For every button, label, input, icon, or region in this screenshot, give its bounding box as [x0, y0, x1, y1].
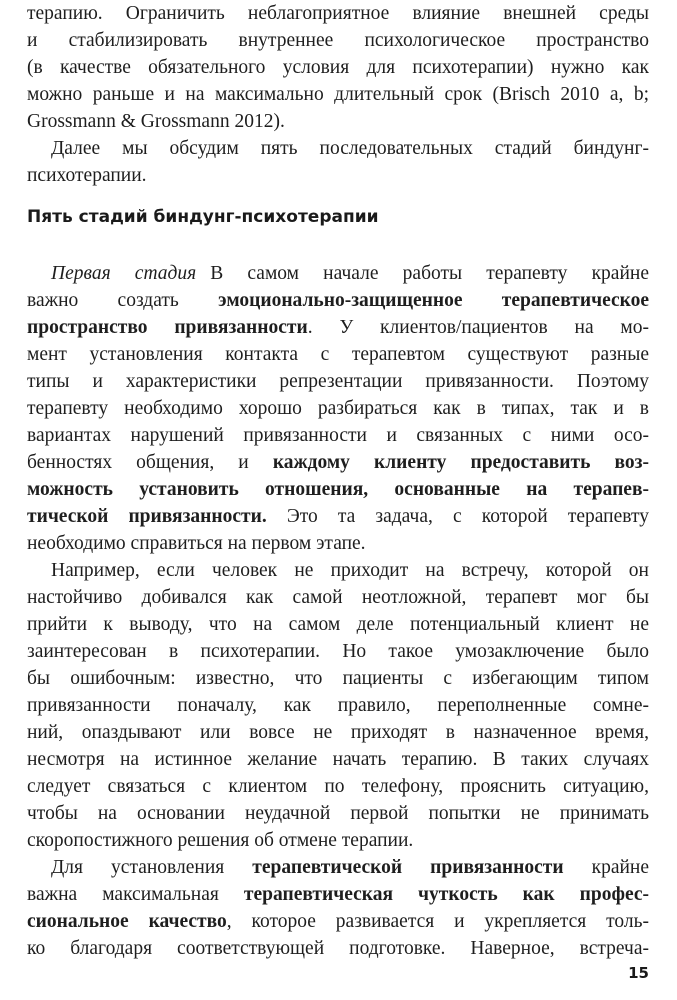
text-line: мент установления контакта с терапевтом существуют разные — [27, 344, 649, 365]
text-line: терапию. Ограничить неблагоприятное влияние внешней среды — [27, 3, 649, 24]
text-line: чтобы на основании неудачной первой попытки не принимать — [27, 803, 649, 824]
text-line: скоропостижного решения об отмене терапии. — [27, 830, 414, 851]
text-line — [27, 449, 649, 476]
text-span: важно создать — [27, 290, 219, 311]
text-line — [27, 881, 649, 908]
text-line — [27, 854, 649, 881]
text-line: вариантах нарушений привязанности и связанных с ними осо- — [27, 425, 649, 446]
text-line — [27, 908, 649, 935]
text-line — [27, 260, 649, 287]
text-span: В самом начале работы терапевту крайне — [210, 263, 649, 284]
text-line: привязанности поначалу, как правило, переполненные сомне- — [27, 695, 649, 716]
bold-span: эмоционально-защищенное терапевтическое — [218, 290, 649, 311]
stage-label: Первая стадия — [51, 263, 197, 284]
bold-span: тической привязанности. — [27, 506, 267, 527]
text-span: важна максимальная — [27, 884, 244, 905]
text-span: Это та задача, с которой терапевту — [266, 506, 649, 527]
text-line: необходимо справиться на первом этапе. — [27, 533, 366, 554]
bold-span: терапевтической привязанности — [252, 857, 564, 878]
text-line: прийти к выводу, что на самом деле потенциальный клиент не — [27, 614, 649, 635]
text-line: ко благодаря соответствующей подготовке. Наверное, встреча- — [27, 938, 649, 959]
bold-span: каждому клиенту предоставить воз- — [272, 452, 649, 473]
text-line: несмотря на истинное желание начать терапию. В таких случаях — [27, 749, 649, 770]
page-number: 15 — [628, 964, 649, 982]
bold-span: пространство привязанности — [27, 317, 308, 338]
text-line: ний, опаздывают или вовсе не приходят в назначенное время, — [27, 722, 649, 743]
text-line: (в качестве обязательного условия для психотерапии) нужно как — [27, 57, 649, 78]
text-line: можно раньше и на максимально длительный срок (Brisch 2010 a, b; — [27, 84, 649, 105]
text-span: . У клиентов/пациентов на мо- — [307, 317, 649, 338]
text-line: можность установить отношения, основанные на терапев- — [27, 479, 649, 500]
text-line: следует связаться с клиентом по телефону, прояснить ситуацию, — [27, 776, 649, 797]
text-span: Для установления — [51, 857, 253, 878]
text-line: Далее мы обсудим пять последовательных стадий биндунг- — [51, 138, 649, 159]
text-span: крайне — [563, 857, 650, 878]
text-line: типы и характеристики репрезентации привязанности. Поэтому — [27, 371, 649, 392]
bold-span: терапевтическая чуткость как профес- — [243, 884, 650, 905]
text-line: заинтересован в психотерапии. Но такое умозаключение было — [27, 641, 649, 662]
text-line: психотерапии. — [27, 165, 147, 186]
text-line: Grossmann & Grossmann 2012). — [27, 111, 285, 132]
section-heading: Пять стадий биндунг-психотерапии — [27, 207, 379, 227]
text-line: терапевту необходимо хорошо разбираться как в типах, так и в — [27, 398, 649, 419]
text-line: настойчиво добивался как самой неотложной, терапевт мог бы — [27, 587, 649, 608]
text-line: бы ошибочным: известно, что пациенты с избегающим типом — [27, 668, 649, 689]
bold-span: сиональное качество — [27, 911, 227, 932]
text-line — [27, 287, 649, 314]
text-line — [27, 503, 649, 530]
text-line — [27, 314, 649, 341]
text-span: бенностях общения, и — [27, 452, 273, 473]
text-line: и стабилизировать внутреннее психологическое пространство — [27, 30, 649, 51]
text-span: , которое развивается и укрепляется толь- — [226, 911, 649, 932]
text-line: Например, если человек не приходит на встречу, которой он — [51, 560, 649, 581]
